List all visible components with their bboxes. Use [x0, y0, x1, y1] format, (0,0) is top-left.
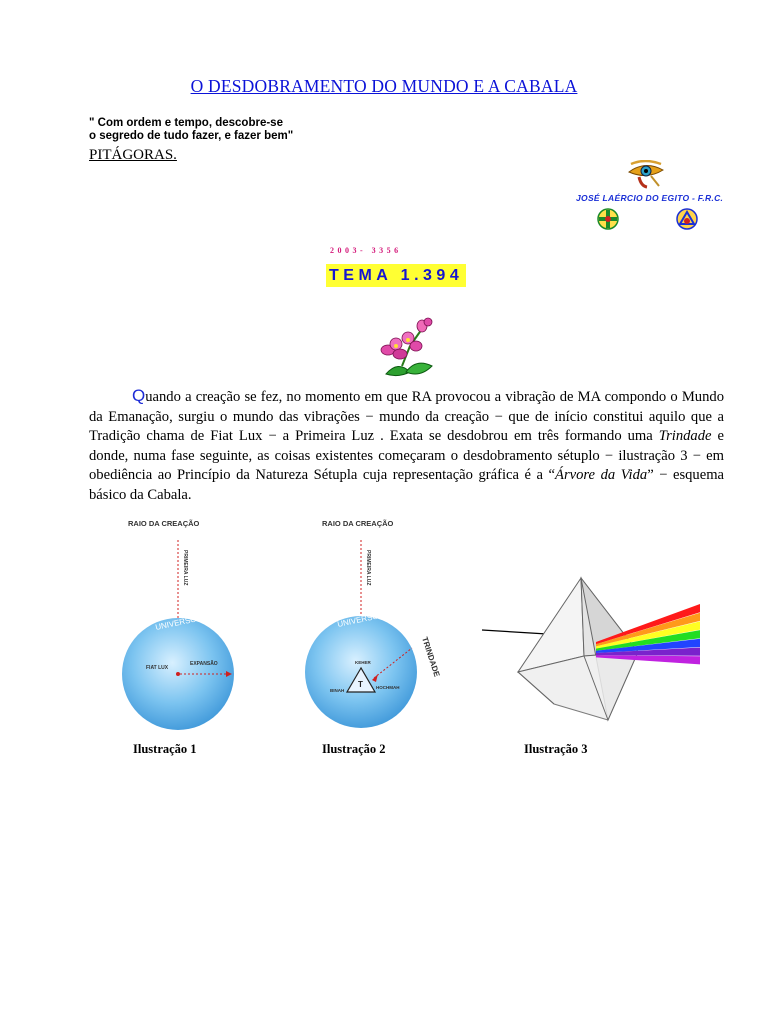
expansion-label: EXPANSÃO: [190, 661, 218, 667]
illustration-3: [480, 572, 706, 724]
compass-square-icon: [676, 208, 698, 230]
flower-icon: [376, 316, 438, 378]
drop-letter: Q: [132, 386, 146, 405]
ray-label: RAIO DA CREAÇÃO: [128, 519, 200, 528]
epigraph-quote: [89, 117, 293, 143]
caption-illustration-2: Ilustração 2: [322, 742, 386, 756]
paragraph-text-1: uando a creação se fez, no momento em que RA provocou a vibração de MA compondo o Mundo da Emanação, surgiu o mundo das vibrações − mundo da creação − que de início constitui aquilo que a Tradição chama de Fiat Lux − a Primeira Luz . Exata se desdobrou em três formando uma: [89, 389, 724, 445]
paragraph-trindade: Trindade: [658, 428, 712, 445]
fiat-lux-label: FIAT LUX: [146, 665, 169, 671]
caption-illustration-1: Ilustração 1: [133, 742, 197, 756]
caption-illustration-3: Ilustração 3: [524, 742, 588, 756]
quote-line-1: " Com ordem e tempo, descobre-se: [89, 117, 283, 129]
paragraph-text-3: ” − esquema básico da Cabala.: [89, 467, 725, 503]
sphere-label: UNIVERSO: [336, 611, 380, 629]
vertical-label: PRIMEIRA LUZ: [365, 550, 371, 586]
paragraph-text-2: e donde, numa fase seguinte, as coisas existentes começaram o desdobramento sétuplo − ilustração 3 − em obediência ao Princípio da Natureza Sétupla cuja representação gráfica é a “: [89, 428, 724, 484]
illustration-2: [300, 512, 450, 732]
hochmah-label: HOCHMAH: [376, 685, 400, 690]
eye-of-horus-icon: [625, 160, 667, 190]
trindade-label: TRINDADE: [420, 635, 442, 678]
quote-author: PITÁGORAS.: [89, 147, 177, 163]
page-title: O DESDOBRAMENTO DO MUNDO E A CABALA: [190, 76, 578, 96]
illustration-1: [110, 512, 270, 732]
body-paragraph: [89, 386, 724, 506]
ray-label: RAIO DA CREAÇÃO: [322, 519, 394, 528]
paragraph-arvore: Árvore da Vida: [555, 467, 648, 484]
binah-label: BINAH: [330, 688, 345, 693]
sphere-label: UNIVERSO: [154, 614, 198, 632]
vertical-label: PRIMEIRA LUZ: [182, 550, 188, 586]
quote-line-2: o segredo de tudo fazer, e fazer bem": [89, 130, 294, 142]
document-code: 2003- 3356: [330, 246, 402, 255]
author-name: JOSÉ LAÉRCIO DO EGITO - F.R.C.: [576, 193, 724, 203]
kether-label: KEHER: [355, 660, 371, 665]
rosicrucian-cross-icon: [597, 208, 619, 230]
triangle-letter: T: [358, 680, 363, 689]
tema-badge: TEMA 1.394: [326, 264, 466, 287]
